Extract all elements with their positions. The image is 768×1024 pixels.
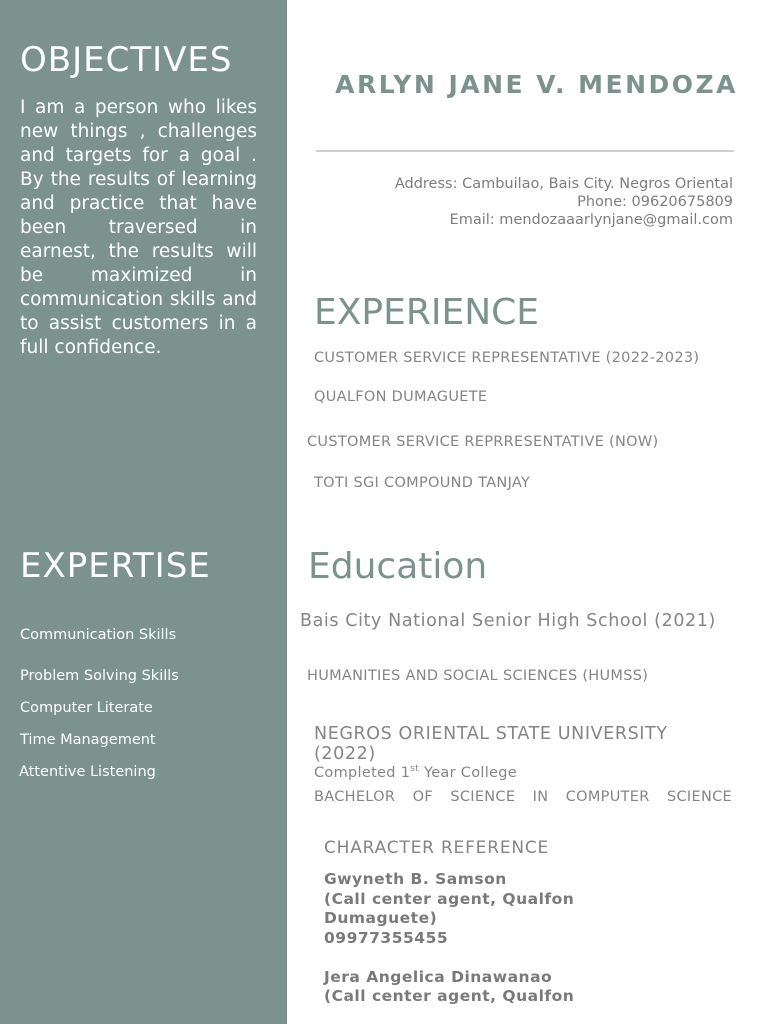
education-school-senior-high: Bais City National Senior High School (2021) bbox=[300, 611, 716, 631]
experience-heading: EXPERIENCE bbox=[314, 292, 540, 333]
expertise-item: Attentive Listening bbox=[19, 764, 156, 780]
contact-email: Email: mendozaaarlynjane@gmail.com bbox=[449, 212, 733, 228]
expertise-heading: EXPERTISE bbox=[20, 546, 211, 586]
completed-suffix: Year College bbox=[419, 764, 517, 781]
header-divider bbox=[316, 150, 734, 152]
reference-phone: 09977355455 bbox=[324, 928, 449, 947]
degree-word: SCIENCE bbox=[450, 789, 516, 805]
education-heading: Education bbox=[308, 546, 488, 587]
experience-item: QUALFON DUMAGUETE bbox=[314, 389, 488, 405]
reference-role: Dumaguete) bbox=[324, 909, 438, 927]
completed-superscript: st bbox=[410, 764, 420, 774]
reference-role: (Call center agent, Qualfon bbox=[324, 889, 575, 908]
expertise-item: Time Management bbox=[20, 732, 156, 748]
degree-word: OF bbox=[412, 789, 433, 805]
education-university-year: (2022) bbox=[314, 744, 376, 764]
degree-word: BACHELOR bbox=[314, 789, 396, 805]
experience-item: TOTI SGI COMPOUND TANJAY bbox=[314, 475, 531, 491]
expertise-item: Problem Solving Skills bbox=[20, 668, 179, 684]
reference-list bbox=[324, 870, 624, 1005]
education-completed bbox=[314, 764, 517, 781]
education-strand: HUMANITIES AND SOCIAL SCIENCES (HUMSS) bbox=[307, 668, 649, 684]
experience-item: CUSTOMER SERVICE REPRRESENTATIVE (NOW) bbox=[307, 434, 659, 450]
reference-name: Jera Angelica Dinawanao bbox=[324, 967, 553, 986]
degree-word: COMPUTER bbox=[565, 789, 650, 805]
reference-spacer bbox=[324, 948, 624, 968]
contact-phone: Phone: 09620675809 bbox=[577, 194, 733, 210]
objectives-text: I am a person who likes new things , challenges and targets for a goal . By the results of learning and practice that have been traversed in earnest, the results will be maximized in communication skills and to assist customers in a full confidence. bbox=[20, 97, 257, 358]
degree-word: SCIENCE bbox=[666, 789, 732, 805]
reference-heading: CHARACTER REFERENCE bbox=[324, 838, 550, 858]
reference-name: Gwyneth B. Samson bbox=[324, 870, 507, 888]
reference-role: (Call center agent, Qualfon bbox=[324, 987, 575, 1005]
education-university: NEGROS ORIENTAL STATE UNIVERSITY bbox=[314, 724, 668, 744]
experience-item: CUSTOMER SERVICE REPRESENTATIVE (2022-2023) bbox=[314, 350, 700, 366]
expertise-item: Computer Literate bbox=[20, 700, 153, 716]
candidate-name: ARLYN JANE V. MENDOZA bbox=[335, 70, 738, 99]
contact-address: Address: Cambuilao, Bais City. Negros Oriental bbox=[394, 176, 733, 192]
education-degree bbox=[314, 789, 732, 805]
degree-word: IN bbox=[532, 789, 549, 805]
objectives-heading: OBJECTIVES bbox=[20, 40, 233, 80]
expertise-item: Communication Skills bbox=[20, 627, 177, 643]
completed-prefix: Completed 1 bbox=[314, 764, 411, 781]
education-university-block bbox=[314, 724, 734, 764]
